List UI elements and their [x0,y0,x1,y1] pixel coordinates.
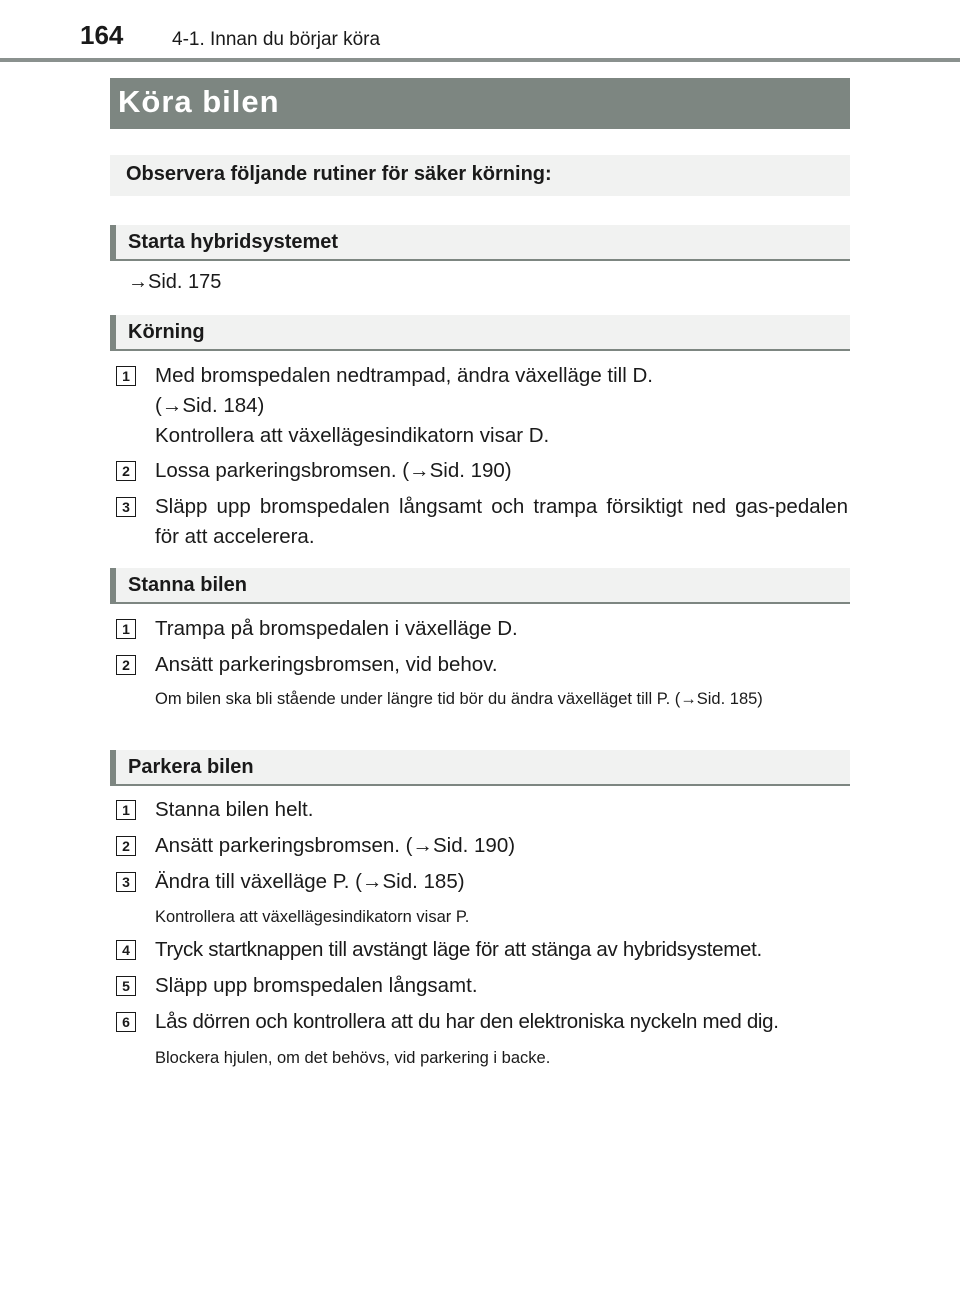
step-number-badge: 4 [116,940,136,960]
step-number-badge: 1 [116,800,136,820]
parking-note-step-6: Blockera hjulen, om det behövs, vid parkering i backe. [155,1049,551,1067]
step-text: Ansätt parkeringsbromsen, vid behov. [155,653,498,676]
parking-note-step-3: Kontrollera att växellägesindikatorn visar P. [155,908,470,926]
step-text: Lås dörren och kontrollera att du har den elektroniska nyckeln med dig. [155,1010,779,1033]
step-text [155,361,848,451]
step-number-badge: 2 [116,655,136,675]
section-heading-stopping [110,568,850,604]
step-text: Släpp upp bromspedalen långsamt. [155,974,478,997]
stopping-note: Om bilen ska bli stående under längre tid bör du ändra växelläget till P. (→Sid. 185) [155,690,763,708]
section-heading-driving [110,315,850,351]
section-heading-label: Stanna bilen [128,574,247,596]
section-heading-parking [110,750,850,786]
step-number-badge: 2 [116,461,136,481]
step-text: Tryck startknappen till avstängt läge för att stänga av hybridsystemet. [155,938,762,961]
step-text: Ändra till växelläge P. (→Sid. 185) [155,870,465,893]
header-rule [0,58,960,62]
step-number-badge: 1 [116,366,136,386]
step-text: Lossa parkeringsbromsen. (→Sid. 190) [155,459,512,482]
step-text-line: Kontrollera att växellägesindikatorn visar D. [155,424,550,447]
intro-text: Observera följande rutiner för säker körning: [126,163,552,185]
start-reference: →Sid. 175 [128,271,222,293]
step-number-badge: 3 [116,497,136,517]
step-text-line: Med bromspedalen nedtrampad, ändra växelläge till D. [155,364,653,387]
step-text-line: (→Sid. 184) [155,394,265,417]
step-number-badge: 1 [116,619,136,639]
chapter-header: 4-1. Innan du börjar köra [172,29,381,50]
page-title-bar [110,78,850,129]
page-title: Köra bilen [118,84,280,119]
step-text: Släpp upp bromspedalen långsamt och trampa försiktigt ned gas-pedalen för att accelerera. [155,495,848,548]
section-heading-label: Parkera bilen [128,756,254,778]
section-heading-start [110,225,850,261]
step-number-badge: 2 [116,836,136,856]
section-heading-label: Körning [128,321,205,343]
section-heading-label: Starta hybridsystemet [128,231,339,253]
step-text: Ansätt parkeringsbromsen. (→Sid. 190) [155,834,516,857]
intro-box [110,155,850,196]
step-text: Stanna bilen helt. [155,798,314,821]
step-text: Trampa på bromspedalen i växelläge D. [155,617,518,640]
step-number-badge: 3 [116,872,136,892]
page-number: 164 [80,20,124,50]
step-number-badge: 5 [116,976,136,996]
step-number-badge: 6 [116,1012,136,1032]
